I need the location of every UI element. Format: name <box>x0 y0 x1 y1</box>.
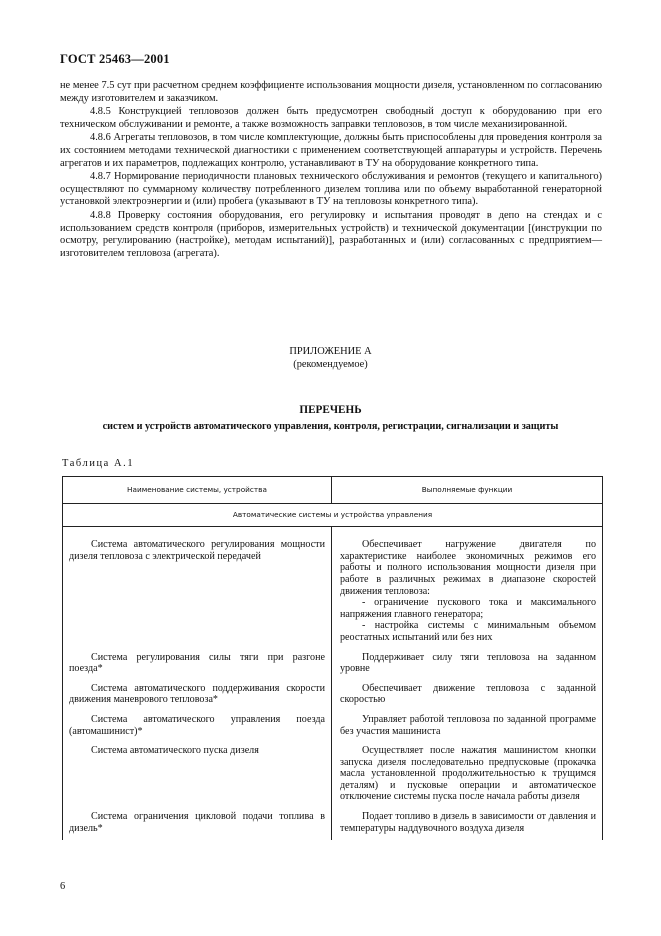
col-header-name: Наименование системы, устройства <box>63 477 332 504</box>
function-text: Обеспечивает движение тепловоза с заданной скоростью <box>340 682 596 706</box>
system-name-cell <box>63 743 332 809</box>
list-title: ПЕРЕЧЕНЬ <box>299 404 362 416</box>
paragraph: не менее 7.5 сут при расчетном среднем коэффициенте использования мощности дизеля, установленном по согласованию между изготовителем и заказчиком. <box>60 80 602 104</box>
system-name: Система ограничения цикловой подачи топлива в дизель* <box>69 811 325 834</box>
system-name-cell <box>63 527 332 650</box>
system-name: Система автоматического поддерживания скорости движения маневрового тепловоза* <box>69 682 325 706</box>
function-cell <box>332 650 603 681</box>
paragraph: 4.8.6 Агрегаты тепловозов, в том числе комплектующие, должны быть приспособлены для проведения контроля за их состоянием методами технической диагностики с применением соответствующей аппаратуры и устройств. Перечень агрегатов и их параметров, подлежащих контролю, устанавливают в ТУ на оборудование конкретного типа. <box>60 132 602 169</box>
function-text: - ограничение пускового тока и максимального напряжения главного генератора; <box>340 597 596 620</box>
table-row <box>63 743 603 809</box>
paragraph: 4.8.7 Нормирование периодичности плановых технического обслуживания и ремонтов (текущего и капитального) осуществляют по суммарному количеству потребленного дизелем топлива или по объему выработанной генераторной установкой электроэнергии и (или) пробега (указывают в ТУ на тепловозы конкретного типа). <box>60 171 602 208</box>
page-number: 6 <box>60 881 66 892</box>
col-header-functions: Выполняемые функции <box>332 477 603 504</box>
table-row <box>63 650 603 681</box>
table-header-row <box>63 477 603 504</box>
paragraph: 4.8.5 Конструкцией тепловозов должен быть предусмотрен свободный доступ к оборудованию при его техническом обслуживании и ремонте, а также возможность заправки тепловозов, в том числе механизированной. <box>60 106 602 130</box>
function-text: - настройка системы с минимальным объемом реостатных испытаний или без них <box>340 620 596 643</box>
function-cell <box>332 712 603 743</box>
paragraph: 4.8.8 Проверку состояния оборудования, его регулировку и испытания проводят в депо на стендах и с использованием средств контроля (приборов, измерительных устройств) и технической документации [(инструкции по осмотру, регулированию (настройке), методам испытаний)], разработанных и (или) согласованных с предприятием—изготовителем тепловоза (агрегата). <box>60 209 602 259</box>
function-text: Подает топливо в дизель в зависимости от давления и температуры наддувочного воздуха дизеля <box>340 811 596 834</box>
appendix-title: ПРИЛОЖЕНИЕ А <box>289 346 372 357</box>
document-header: ГОСТ 25463—2001 <box>60 52 170 66</box>
function-cell <box>332 527 603 650</box>
table-row <box>63 527 603 650</box>
function-cell <box>332 743 603 809</box>
system-name: Система регулирования силы тяги при разгоне поезда* <box>69 651 325 675</box>
body-text <box>60 80 602 261</box>
table-row <box>63 712 603 743</box>
table-caption: Таблица А.1 <box>62 458 135 469</box>
system-name: Система автоматического пуска дизеля <box>91 745 259 757</box>
table-row <box>63 681 603 712</box>
system-name-cell <box>63 681 332 712</box>
table-row <box>63 809 603 840</box>
function-text: Обеспечивает нагружение двигателя по характеристике наиболее экономичных режимов его работы и полного использования мощности дизеля при работе в различных режимах в диапазоне скоростей движения тепловоза: <box>340 539 596 597</box>
function-cell <box>332 681 603 712</box>
function-text: Поддерживает силу тяги тепловоза на заданном уровне <box>340 651 596 675</box>
function-text: Управляет работой тепловоза по заданной программе без участия машиниста <box>340 713 596 737</box>
list-subtitle: систем и устройств автоматического управления, контроля, регистрации, сигнализации и защиты <box>102 421 559 432</box>
system-name: Система автоматического регулирования мощности дизеля тепловоза с электрической передачей <box>69 539 325 562</box>
table-section-row <box>63 503 603 527</box>
system-name-cell <box>63 712 332 743</box>
table-section-label: Автоматические системы и устройства управления <box>63 503 603 527</box>
function-text: Осуществляет после нажатия машинистом кнопки запуска дизеля последовательно предпусковые (прокачка масла установленной продолжительностью к трущимся деталям) и пусковые операции и автоматическое отключение системы пуска после начала работы дизеля <box>340 745 596 803</box>
system-name-cell <box>63 809 332 840</box>
system-name: Система автоматического управления поезда (автомашинист)* <box>69 713 325 737</box>
system-name-cell <box>63 650 332 681</box>
appendix-subtitle: (рекомендуемое) <box>293 359 368 370</box>
function-cell <box>332 809 603 840</box>
systems-table <box>62 476 603 840</box>
